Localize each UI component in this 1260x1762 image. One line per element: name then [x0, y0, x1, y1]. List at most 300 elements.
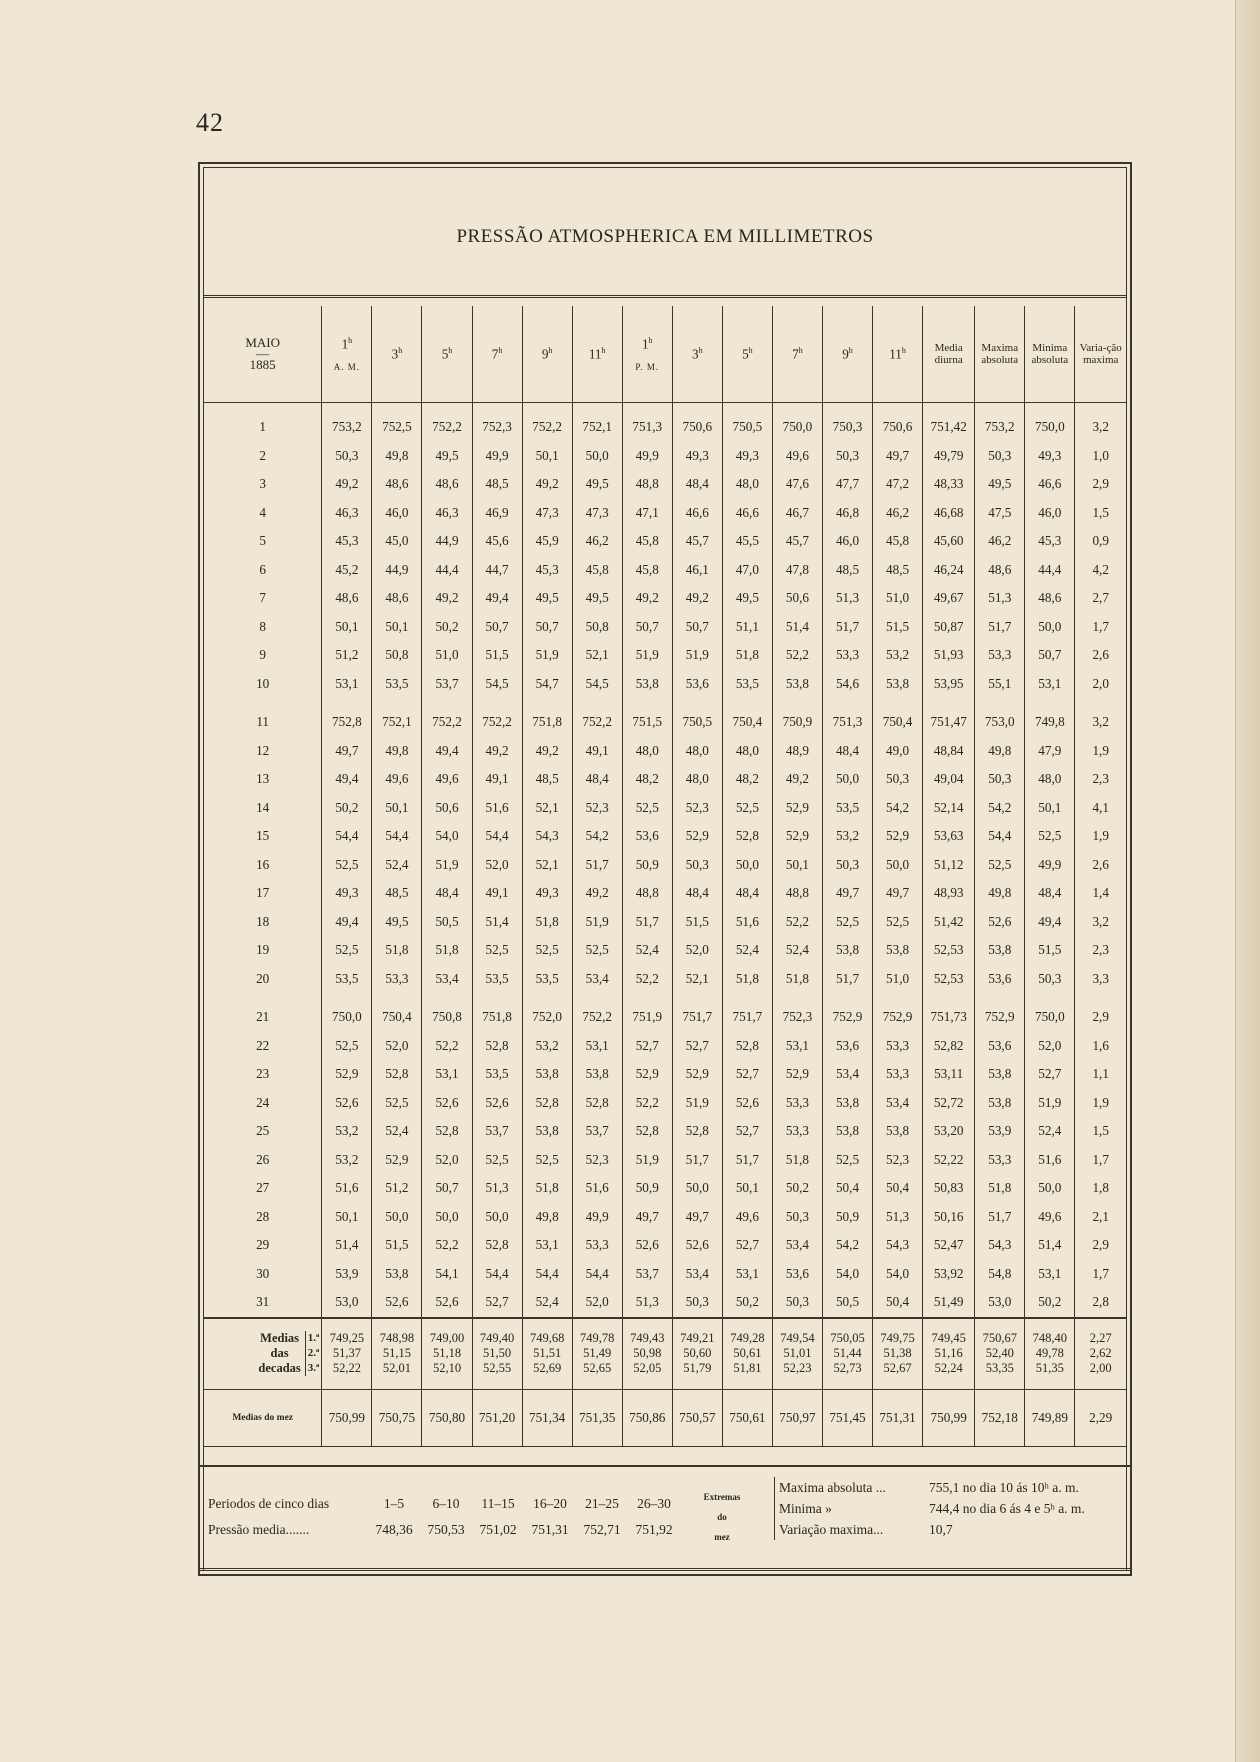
pressure-value: 750,53 — [427, 1522, 465, 1537]
value-cell: 49,5 — [572, 584, 622, 613]
value-cell: 2,8 — [1075, 1288, 1126, 1318]
value-cell: 45,8 — [622, 527, 672, 556]
value-cell: 54,4 — [372, 822, 422, 851]
value-cell: 51,0 — [422, 641, 472, 670]
period-value: 6–10 — [432, 1496, 460, 1511]
value-cell: 753,2 — [322, 413, 372, 442]
value-cell: 54,4 — [572, 1260, 622, 1289]
decade-means-label — [204, 1318, 322, 1390]
value-cell: 752,3 — [772, 1003, 822, 1032]
month-label: MAIO — [245, 335, 280, 350]
value-cell: 46,0 — [822, 527, 872, 556]
value-cell: 49,6 — [722, 1203, 772, 1232]
value-cell: 50,2 — [1025, 1288, 1075, 1318]
value-cell: 46,68 — [923, 499, 975, 528]
decade-value: 51,51 — [533, 1346, 562, 1360]
page-number: 42 — [196, 108, 224, 137]
value-cell: 52,3 — [572, 1146, 622, 1175]
value-cell: 48,4 — [422, 879, 472, 908]
decade-value: 2,00 — [1089, 1361, 1112, 1375]
month-means-row — [204, 1389, 1126, 1446]
hour-header — [722, 306, 772, 403]
value-cell: 51,5 — [873, 613, 923, 642]
value-cell: 53,8 — [822, 1117, 872, 1146]
value-cell: 52,1 — [572, 641, 622, 670]
value-cell: 51,0 — [873, 584, 923, 613]
decade-value: 51,79 — [683, 1361, 712, 1375]
variacao-header: Varia-ção maxima — [1075, 306, 1126, 403]
value-cell: 51,8 — [975, 1174, 1025, 1203]
value-cell: 52,7 — [622, 1032, 672, 1061]
table-row — [204, 1231, 1126, 1260]
spacer-cell — [622, 403, 672, 414]
spacer-cell — [975, 993, 1025, 1003]
value-cell: 52,4 — [372, 851, 422, 880]
value-cell: 46,6 — [1025, 470, 1075, 499]
value-cell: 1,1 — [1075, 1060, 1126, 1089]
value-cell: 51,3 — [472, 1174, 522, 1203]
table-row — [204, 879, 1126, 908]
value-cell: 49,7 — [672, 1203, 722, 1232]
value-cell: 52,6 — [975, 908, 1025, 937]
value-cell: 52,1 — [522, 794, 572, 823]
value-cell: 50,9 — [622, 851, 672, 880]
value-cell: 53,4 — [672, 1260, 722, 1289]
decade-value: 749,43 — [630, 1331, 665, 1345]
value-cell: 47,9 — [1025, 737, 1075, 766]
decade-value: 750,05 — [830, 1331, 865, 1345]
day-cell: 1 — [259, 419, 266, 435]
table-header-row — [204, 306, 1126, 403]
value-cell: 51,7 — [975, 1203, 1025, 1232]
value-cell: 48,2 — [622, 765, 672, 794]
decade-value-cell — [822, 1318, 872, 1390]
decade-value: 749,78 — [580, 1331, 615, 1345]
table-row — [204, 1117, 1126, 1146]
value-cell: 53,3 — [873, 1032, 923, 1061]
value-cell: 49,04 — [923, 765, 975, 794]
value-cell: 752,5 — [372, 413, 422, 442]
extremas-list — [774, 1477, 1085, 1540]
value-cell: 751,73 — [923, 1003, 975, 1032]
value-cell: 50,6 — [772, 584, 822, 613]
value-cell: 53,92 — [923, 1260, 975, 1289]
hour-header — [772, 306, 822, 403]
value-cell: 50,4 — [873, 1288, 923, 1318]
value-cell: 46,9 — [472, 499, 522, 528]
value-cell: 55,1 — [975, 670, 1025, 699]
value-cell: 52,8 — [372, 1060, 422, 1089]
day-cell: 10 — [256, 675, 270, 691]
value-cell: 52,4 — [522, 1288, 572, 1318]
value-cell: 50,2 — [322, 794, 372, 823]
decade-value-cell — [422, 1318, 472, 1390]
value-cell: 3,2 — [1075, 908, 1126, 937]
value-cell: 53,7 — [622, 1260, 672, 1289]
value-cell: 45,5 — [722, 527, 772, 556]
value-cell: 53,6 — [672, 670, 722, 699]
value-cell: 50,7 — [422, 1174, 472, 1203]
decade-word: das — [270, 1346, 289, 1360]
table-row — [204, 641, 1126, 670]
value-cell: 52,1 — [672, 965, 722, 994]
month-dash: — — [256, 346, 270, 361]
value-cell: 50,0 — [873, 851, 923, 880]
value-cell: 46,24 — [923, 556, 975, 585]
extremas-label-line: do — [717, 1512, 727, 1522]
month-value-cell: 750,99 — [923, 1389, 975, 1446]
value-cell: 54,4 — [472, 822, 522, 851]
value-cell: 45,8 — [572, 556, 622, 585]
spacer-cell — [472, 403, 522, 414]
value-cell: 48,5 — [873, 556, 923, 585]
value-cell: 49,2 — [472, 737, 522, 766]
value-cell: 48,6 — [422, 470, 472, 499]
value-cell: 51,49 — [923, 1288, 975, 1318]
value-cell: 45,6 — [472, 527, 522, 556]
value-cell: 751,42 — [923, 413, 975, 442]
value-cell: 50,0 — [572, 442, 622, 471]
value-cell: 52,8 — [572, 1089, 622, 1118]
spacer-row — [204, 698, 1126, 708]
value-cell: 51,1 — [722, 613, 772, 642]
value-cell: 53,4 — [572, 965, 622, 994]
value-cell: 49,67 — [923, 584, 975, 613]
value-cell: 49,9 — [622, 442, 672, 471]
value-cell: 50,0 — [372, 1203, 422, 1232]
value-cell: 50,3 — [1025, 965, 1075, 994]
page-edge — [1235, 0, 1260, 1762]
value-cell: 49,1 — [572, 737, 622, 766]
value-cell: 750,0 — [322, 1003, 372, 1032]
value-cell: 54,3 — [873, 1231, 923, 1260]
spacer-cell — [422, 698, 472, 708]
hour-number: 1 — [341, 336, 349, 352]
table-row — [204, 708, 1126, 737]
value-cell: 50,4 — [873, 1174, 923, 1203]
value-cell: 46,0 — [1025, 499, 1075, 528]
value-cell: 50,7 — [672, 613, 722, 642]
hour-suffix: h — [848, 345, 853, 355]
value-cell: 52,5 — [372, 1089, 422, 1118]
value-cell: 1,6 — [1075, 1032, 1126, 1061]
value-cell: 53,2 — [873, 641, 923, 670]
value-cell: 46,2 — [572, 527, 622, 556]
value-cell: 750,3 — [822, 413, 872, 442]
value-cell: 51,4 — [1025, 1231, 1075, 1260]
hour-number: 5 — [441, 346, 449, 362]
day-cell: 9 — [259, 647, 266, 663]
value-cell: 48,5 — [472, 470, 522, 499]
value-cell: 54,5 — [472, 670, 522, 699]
value-cell: 51,7 — [672, 1146, 722, 1175]
value-cell: 50,1 — [322, 1203, 372, 1232]
value-cell: 44,9 — [422, 527, 472, 556]
day-cell: 20 — [256, 970, 270, 986]
hour-suffix: h — [648, 335, 653, 345]
value-cell: 51,6 — [322, 1174, 372, 1203]
spacer-cell — [204, 403, 322, 414]
day-cell: 8 — [259, 618, 266, 634]
month-value-cell: 750,99 — [322, 1389, 372, 1446]
spacer-cell — [622, 993, 672, 1003]
periods-row — [208, 1491, 680, 1517]
value-cell: 51,3 — [622, 1288, 672, 1318]
value-cell: 49,5 — [372, 908, 422, 937]
value-cell: 53,6 — [772, 1260, 822, 1289]
value-cell: 49,2 — [522, 737, 572, 766]
hour-suffix: h — [448, 345, 453, 355]
day-cell: 25 — [256, 1123, 270, 1139]
value-cell: 2,3 — [1075, 936, 1126, 965]
value-cell: 52,6 — [422, 1288, 472, 1318]
pressure-value: 748,36 — [375, 1522, 413, 1537]
decade-value-cell — [772, 1318, 822, 1390]
table-row — [204, 442, 1126, 471]
hour-number: 11 — [588, 346, 602, 362]
spacer-cell — [1075, 698, 1126, 708]
value-cell: 52,3 — [672, 794, 722, 823]
value-cell: 45,8 — [873, 527, 923, 556]
hour-number: 9 — [541, 346, 549, 362]
decade-value: 52,24 — [934, 1361, 963, 1375]
decade-value: 749,40 — [479, 1331, 515, 1345]
spacer-cell — [372, 698, 422, 708]
value-cell: 49,7 — [873, 442, 923, 471]
value-cell: 49,79 — [923, 442, 975, 471]
value-cell: 47,3 — [522, 499, 572, 528]
hour-suffix: h — [698, 345, 703, 355]
day-cell: 17 — [256, 885, 270, 901]
value-cell: 49,1 — [472, 879, 522, 908]
extremas-label-line: Extremas — [703, 1492, 741, 1502]
value-cell: 54,3 — [522, 822, 572, 851]
hour-period: P. M. — [635, 362, 660, 373]
value-cell: 47,8 — [772, 556, 822, 585]
value-cell: 50,0 — [822, 765, 872, 794]
day-cell: 18 — [256, 913, 270, 929]
month-value-cell: 751,45 — [822, 1389, 872, 1446]
value-cell: 47,5 — [975, 499, 1025, 528]
decade-ordinal: 1.ª — [307, 1332, 320, 1344]
value-cell: 52,8 — [672, 1117, 722, 1146]
value-cell: 51,42 — [923, 908, 975, 937]
table-row — [204, 470, 1126, 499]
day-cell: 6 — [259, 561, 266, 577]
value-cell: 53,1 — [522, 1231, 572, 1260]
value-cell: 52,3 — [572, 794, 622, 823]
value-cell: 54,5 — [572, 670, 622, 699]
hour-header — [572, 306, 622, 403]
extrema-value: 744,4 no dia 6 ás 4 e 5ʰ a. m. — [929, 1501, 1085, 1516]
decade-value: 749,75 — [880, 1331, 915, 1345]
value-cell: 45,60 — [923, 527, 975, 556]
decade-value: 749,00 — [429, 1331, 465, 1345]
spacer-cell — [322, 698, 372, 708]
month-value-cell: 751,35 — [572, 1389, 622, 1446]
extrema-value: 10,7 — [929, 1522, 953, 1537]
value-cell: 53,8 — [822, 1089, 872, 1118]
hour-number: 11 — [889, 346, 902, 362]
value-cell: 52,9 — [772, 1060, 822, 1089]
period-value: 11–15 — [481, 1496, 515, 1511]
value-cell: 48,4 — [672, 470, 722, 499]
value-cell: 52,0 — [672, 936, 722, 965]
value-cell: 52,6 — [322, 1089, 372, 1118]
decade-value: 2,62 — [1089, 1346, 1112, 1360]
decade-value: 2,27 — [1089, 1331, 1112, 1345]
decade-means-row — [204, 1318, 1126, 1390]
value-cell: 53,63 — [923, 822, 975, 851]
hour-header — [672, 306, 722, 403]
value-cell: 751,7 — [672, 1003, 722, 1032]
value-cell: 51,9 — [672, 1089, 722, 1118]
spacer-cell — [672, 993, 722, 1003]
hour-header — [522, 306, 572, 403]
value-cell: 45,0 — [372, 527, 422, 556]
decade-value-cell — [572, 1318, 622, 1390]
value-cell: 54,8 — [975, 1260, 1025, 1289]
value-cell: 50,3 — [873, 765, 923, 794]
value-cell: 751,5 — [622, 708, 672, 737]
hour-number: 3 — [692, 346, 699, 362]
extrema-label: Maxima absoluta ... — [779, 1480, 886, 1495]
value-cell: 54,4 — [975, 822, 1025, 851]
value-cell: 53,8 — [622, 670, 672, 699]
spacer-cell — [772, 698, 822, 708]
value-cell: 53,1 — [322, 670, 372, 699]
value-cell: 53,5 — [322, 965, 372, 994]
value-cell: 51,6 — [572, 1174, 622, 1203]
value-cell: 50,2 — [772, 1174, 822, 1203]
spacer-cell — [522, 993, 572, 1003]
value-cell: 53,8 — [975, 1089, 1025, 1118]
day-cell: 21 — [256, 1009, 270, 1025]
value-cell: 49,2 — [322, 470, 372, 499]
table-row — [204, 965, 1126, 994]
extremas-label — [680, 1487, 764, 1547]
value-cell: 53,3 — [873, 1060, 923, 1089]
value-cell: 750,4 — [722, 708, 772, 737]
value-cell: 54,4 — [472, 1260, 522, 1289]
value-cell: 50,2 — [422, 613, 472, 642]
table-row — [204, 936, 1126, 965]
value-cell: 750,4 — [372, 1003, 422, 1032]
hour-header — [822, 306, 872, 403]
value-cell: 54,2 — [822, 1231, 872, 1260]
value-cell: 52,5 — [572, 936, 622, 965]
value-cell: 52,9 — [372, 1146, 422, 1175]
table-frame — [198, 162, 1132, 1576]
value-cell: 49,4 — [322, 765, 372, 794]
day-cell: 19 — [256, 942, 270, 958]
decade-ordinals — [305, 1331, 320, 1376]
value-cell: 48,0 — [722, 470, 772, 499]
table-row — [204, 1032, 1126, 1061]
value-cell: 52,4 — [372, 1117, 422, 1146]
decade-value: 51,44 — [833, 1346, 862, 1360]
day-cell: 4 — [259, 504, 266, 520]
value-cell: 751,3 — [822, 708, 872, 737]
value-cell: 52,2 — [622, 1089, 672, 1118]
value-cell: 46,7 — [772, 499, 822, 528]
table-row — [204, 1260, 1126, 1289]
value-cell: 53,2 — [322, 1117, 372, 1146]
value-cell: 50,0 — [722, 851, 772, 880]
value-cell: 51,7 — [822, 613, 872, 642]
value-cell: 53,3 — [372, 965, 422, 994]
value-cell: 52,9 — [772, 822, 822, 851]
value-cell: 47,6 — [772, 470, 822, 499]
value-cell: 51,7 — [572, 851, 622, 880]
value-cell: 54,1 — [422, 1260, 472, 1289]
value-cell: 752,1 — [372, 708, 422, 737]
value-cell: 48,4 — [822, 737, 872, 766]
value-cell: 52,7 — [722, 1231, 772, 1260]
value-cell: 54,2 — [572, 822, 622, 851]
decade-value: 51,01 — [783, 1346, 812, 1360]
hour-suffix: h — [901, 345, 906, 355]
value-cell: 53,8 — [873, 670, 923, 699]
value-cell: 52,0 — [372, 1032, 422, 1061]
value-cell: 52,4 — [1025, 1117, 1075, 1146]
title-rule — [203, 295, 1127, 298]
spacer-cell — [322, 403, 372, 414]
spacer-cell — [772, 993, 822, 1003]
value-cell: 51,8 — [522, 908, 572, 937]
value-cell: 50,3 — [822, 851, 872, 880]
decade-value: 52,55 — [483, 1361, 512, 1375]
value-cell: 48,84 — [923, 737, 975, 766]
spacer-cell — [873, 993, 923, 1003]
value-cell: 52,9 — [672, 1060, 722, 1089]
value-cell: 49,3 — [322, 879, 372, 908]
table-row — [204, 851, 1126, 880]
value-cell: 54,0 — [422, 822, 472, 851]
value-cell: 51,6 — [1025, 1146, 1075, 1175]
value-cell: 52,5 — [722, 794, 772, 823]
extrema-row — [779, 1477, 1085, 1498]
value-cell: 47,7 — [822, 470, 872, 499]
hour-number: 3 — [391, 346, 399, 362]
value-cell: 51,3 — [873, 1203, 923, 1232]
value-cell: 3,3 — [1075, 965, 1126, 994]
value-cell: 54,3 — [975, 1231, 1025, 1260]
value-cell: 54,6 — [822, 670, 872, 699]
value-cell: 1,7 — [1075, 1146, 1126, 1175]
value-cell: 50,8 — [572, 613, 622, 642]
value-cell: 49,7 — [822, 879, 872, 908]
value-cell: 48,6 — [1025, 584, 1075, 613]
pressure-value: 751,02 — [479, 1522, 517, 1537]
value-cell: 50,0 — [1025, 613, 1075, 642]
value-cell: 53,9 — [322, 1260, 372, 1289]
value-cell: 54,7 — [522, 670, 572, 699]
value-cell: 48,33 — [923, 470, 975, 499]
value-cell: 45,3 — [322, 527, 372, 556]
value-cell: 49,3 — [1025, 442, 1075, 471]
decade-value-cell — [873, 1318, 923, 1390]
value-cell: 51,5 — [472, 641, 522, 670]
value-cell: 52,9 — [622, 1060, 672, 1089]
value-cell: 2,7 — [1075, 584, 1126, 613]
value-cell: 2,6 — [1075, 641, 1126, 670]
value-cell: 53,7 — [472, 1117, 522, 1146]
value-cell: 51,9 — [622, 641, 672, 670]
value-cell: 2,9 — [1075, 470, 1126, 499]
value-cell: 50,6 — [422, 794, 472, 823]
value-cell: 51,9 — [522, 641, 572, 670]
